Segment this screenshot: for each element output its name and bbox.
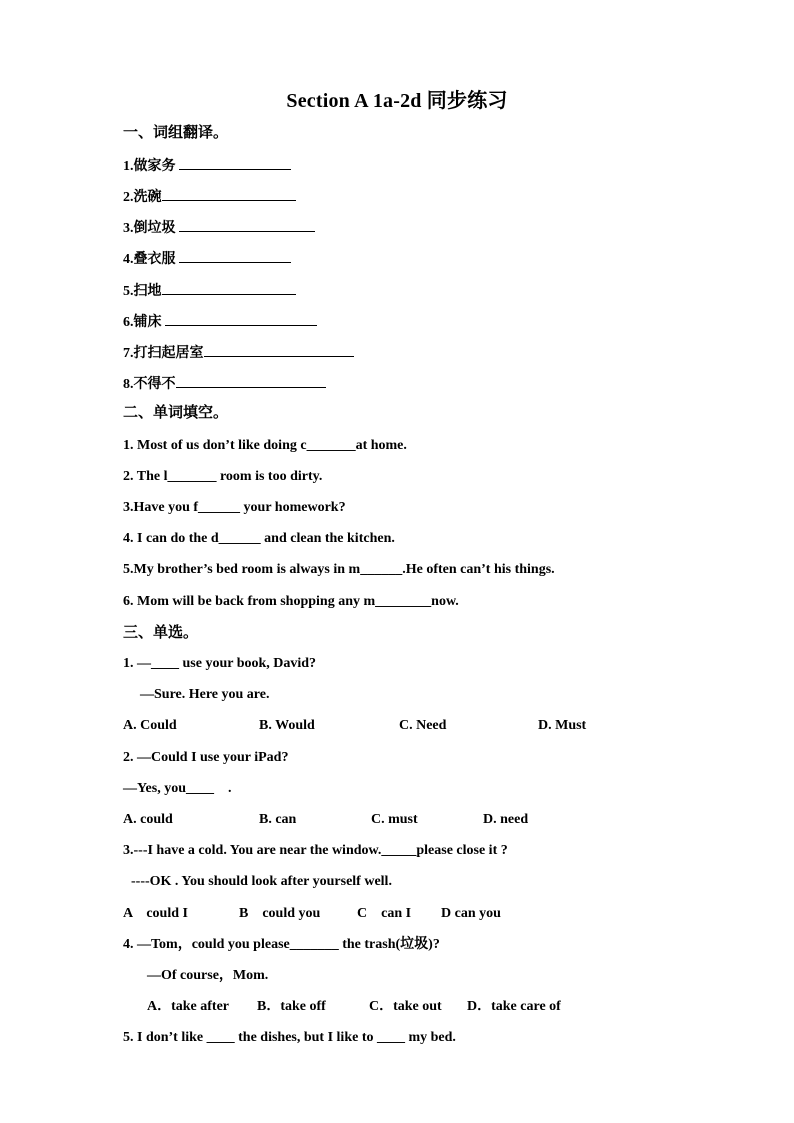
fill-in-item-6: 6. Mom will be back from shopping any m________now. [123,594,459,609]
question-1-stem: 1. —____ use your book, David? [123,656,317,671]
translation-item-6: 6.铺床 [123,311,317,332]
question-5-stem: 5. I don’t like ____ the dishes, but I like to ____ my bed. [123,1030,456,1045]
translation-item-1: 1.做家务 [123,155,291,176]
question-2-option-b[interactable]: B. can [259,812,297,827]
question-3-option-a[interactable]: A could I [123,906,188,921]
section-heading-multiple-choice: 三、单选。 [123,625,199,641]
answer-blank[interactable] [179,248,291,263]
fill-in-item-3: 3.Have you f______ your homework? [123,500,346,515]
translation-item-4: 4.叠衣服 [123,248,291,269]
question-4-option-b[interactable]: B．take off [257,999,326,1014]
fill-in-item-5: 5.My brother’s bed room is always in m______.He often can’t his things. [123,562,555,577]
question-4-stem: 4. —Tom，could you please_______ the trash(垃圾)? [123,937,440,952]
answer-blank[interactable] [162,280,296,295]
question-2-option-c[interactable]: C. must [371,812,418,827]
question-4-option-a[interactable]: A．take after [147,999,230,1014]
translation-item-2: 2.洗碗 [123,186,296,207]
translation-item-3: 3.倒垃圾 [123,217,315,238]
question-3-option-b[interactable]: B could you [239,906,321,921]
page-title: Section A 1a-2d 同步练习 [286,90,508,112]
answer-blank[interactable] [165,311,317,326]
answer-blank[interactable] [204,342,354,357]
question-3-option-c[interactable]: C can I [357,906,412,921]
question-2-option-a[interactable]: A. could [123,812,173,827]
section-heading-fill-in: 二、单词填空。 [123,405,229,421]
question-3-option-d[interactable]: D can you [441,906,501,921]
question-2-reply: —Yes, you____ . [123,781,232,796]
question-1-option-b[interactable]: B. Would [259,718,315,733]
fill-in-item-1: 1. Most of us don’t like doing c_______at home. [123,438,407,453]
question-1-option-d[interactable]: D. Must [538,718,587,733]
question-4-reply: —Of course，Mom. [147,968,269,983]
question-2-option-d[interactable]: D. need [483,812,529,827]
fill-in-item-4: 4. I can do the d______ and clean the kitchen. [123,531,395,546]
question-3-stem: 3.---I have a cold. You are near the window._____please close it ? [123,843,508,858]
question-3-reply: ----OK . You should look after yourself well. [131,874,392,889]
translation-item-8: 8.不得不 [123,373,326,394]
question-1-reply: —Sure. Here you are. [140,687,270,702]
fill-in-item-2: 2. The l_______ room is too dirty. [123,469,323,484]
question-4-option-c[interactable]: C．take out [369,999,442,1014]
translation-item-5: 5.扫地 [123,280,296,301]
question-1-option-a[interactable]: A. Could [123,718,177,733]
answer-blank[interactable] [176,373,326,388]
question-2-stem: 2. —Could I use your iPad? [123,750,289,765]
answer-blank[interactable] [162,186,296,201]
question-4-option-d[interactable]: D．take care of [467,999,561,1014]
answer-blank[interactable] [179,217,315,232]
answer-blank[interactable] [179,155,291,170]
translation-item-7: 7.打扫起居室 [123,342,354,363]
question-1-option-c[interactable]: C. Need [399,718,447,733]
section-heading-translation: 一、词组翻译。 [123,125,229,141]
